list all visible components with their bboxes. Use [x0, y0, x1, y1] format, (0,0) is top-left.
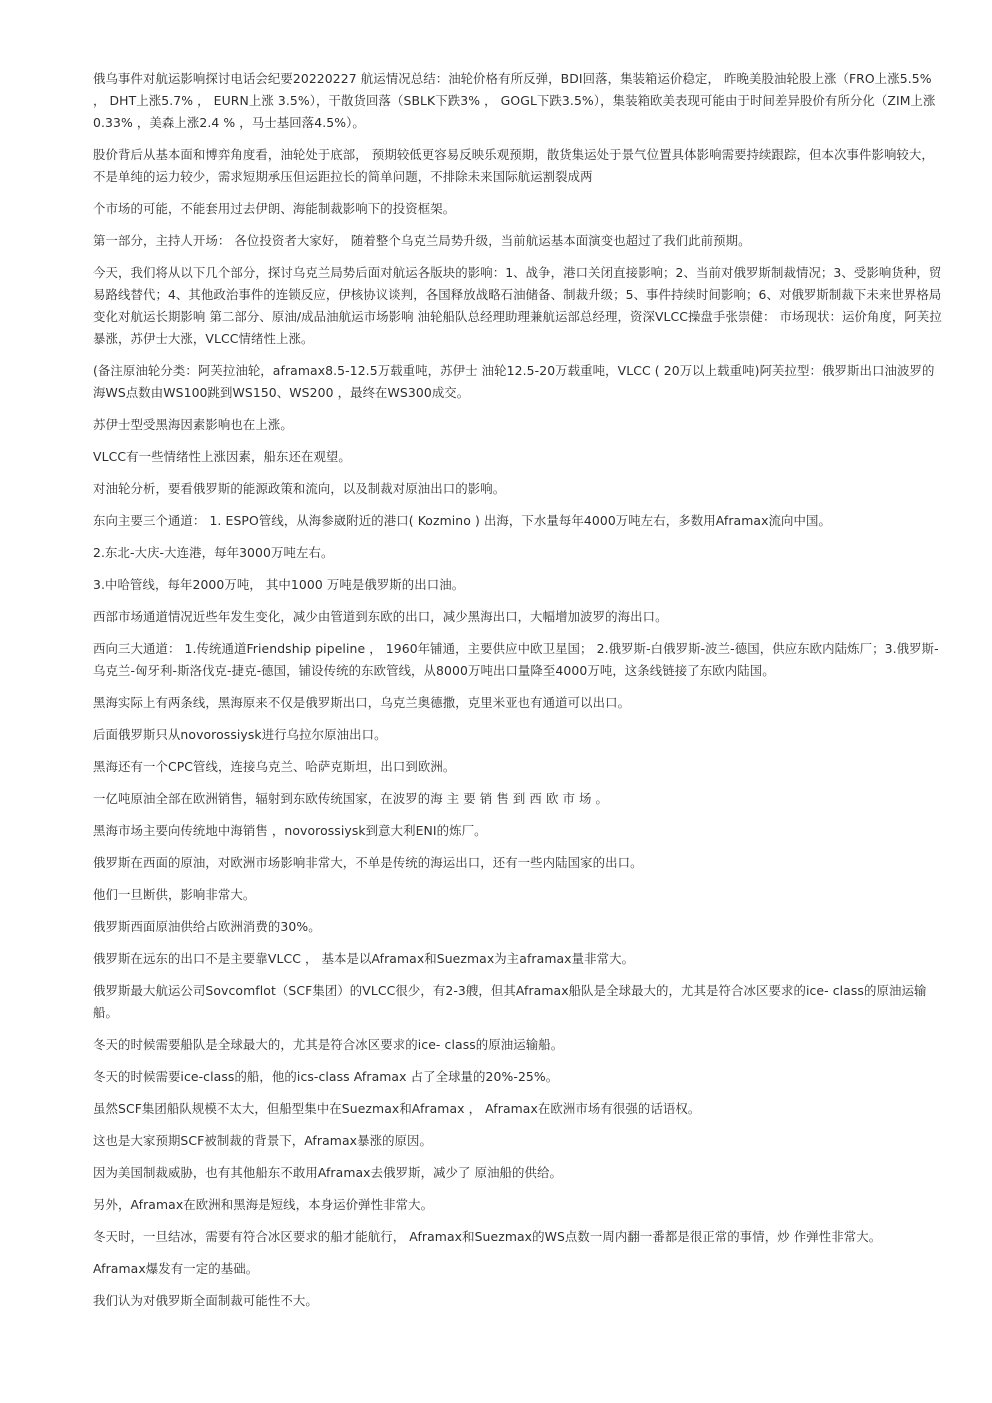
- document-body: [93, 68, 943, 1322]
- paragraph: 今天，我们将从以下几个部分，探讨乌克兰局势后面对航运各版块的影响：1、战争，港口关闭直接影响；2、当前对俄罗斯制裁情况；3、受影响货种，贸易路线替代；4、其他政治事件的连锁反应，伊核协议谈判，各国释放战略石油储备、制裁升级；5、事件持续时间影响；6、对俄罗斯制裁下未来世界格局变化对航运长期影响 第二部分、原油/成品油航运市场影响 油轮船队总经理助理兼航运部总经理，资深VLCC操盘手张崇健： 市场现状：运价角度，阿芙拉暴涨，苏伊士大涨，VLCC情绪性上涨。: [93, 265, 942, 346]
- paragraph: 一亿吨原油全部在欧洲销售，辐射到东欧传统国家，在波罗的海 主 要 销 售 到 西 欧 市 场 。: [93, 791, 609, 806]
- paragraph: 他们一旦断供，影响非常大。: [93, 887, 256, 902]
- paragraph: 冬天的时候需要ice-class的船，他的ics-class Aframax 占了全球量的20%-25%。: [93, 1069, 559, 1084]
- paragraph: 冬天的时候需要船队是全球最大的，尤其是符合冰区要求的ice- class的原油运输船。: [93, 1037, 564, 1052]
- paragraph: 俄乌事件对航运影响探讨电话会纪要20220227 航运情况总结：油轮价格有所反弹，BDI回落，集装箱运价稳定， 昨晚美股油轮股上涨（FRO上涨5.5% ， DHT上涨5.7% ， EURN上涨 3.5%），干散货回落（SBLK下跌3% ， GOGL下跌3.5%），集装箱欧美表现可能由于时间差异股价有所分化（ZIM上涨0.33% ，美森上涨2.4 % ，马士基回落4.5%）。: [93, 71, 936, 130]
- paragraph: 俄罗斯在西面的原油，对欧洲市场影响非常大，不单是传统的海运出口，还有一些内陆国家的出口。: [93, 855, 643, 870]
- paragraph: 3.中哈管线，每年2000万吨， 其中1000 万吨是俄罗斯的出口油。: [93, 577, 465, 592]
- paragraph: 黑海实际上有两条线，黑海原来不仅是俄罗斯出口，乌克兰奥德撒，克里米亚也有通道可以出口。: [93, 695, 631, 710]
- paragraph: Aframax爆发有一定的基础。: [93, 1261, 259, 1276]
- paragraph: 因为美国制裁威胁，也有其他船东不敢用Aframax去俄罗斯，减少了 原油船的供给。: [93, 1165, 563, 1180]
- paragraph: 我们认为对俄罗斯全面制裁可能性不大。: [93, 1293, 318, 1308]
- paragraph: 俄罗斯在远东的出口不是主要靠VLCC ， 基本是以Aframax和Suezmax为主aframax量非常大。: [93, 951, 635, 966]
- paragraph: 个市场的可能，不能套用过去伊朗、海能制裁影响下的投资框架。: [93, 201, 456, 216]
- paragraph: VLCC有一些情绪性上涨因素，船东还在观望。: [93, 449, 351, 464]
- paragraph: 黑海市场主要向传统地中海销售 ，novorossiysk到意大利ENI的炼厂。: [93, 823, 487, 838]
- paragraph: 俄罗斯西面原油供给占欧洲消费的30%。: [93, 919, 321, 934]
- paragraph: 股价背后从基本面和博弈角度看，油轮处于底部， 预期较低更容易反映乐观预期，散货集运处于景气位置具体影响需要持续跟踪，但本次事件影响较大，不是单纯的运力较少，需求短期承压但运距拉长的简单问题，不排除未来国际航运割裂成两: [93, 147, 934, 184]
- paragraph: (备注原油轮分类：阿芙拉油轮，aframax8.5-12.5万载重吨，苏伊士 油轮12.5-20万载重吨，VLCC ( 20万以上载重吨)阿芙拉型：俄罗斯出口油波罗的海WS点数由WS100跳到WS150、WS200 ，最终在WS300成交。: [93, 363, 935, 400]
- paragraph: 虽然SCF集团船队规模不太大，但船型集中在Suezmax和Aframax ， Aframax在欧洲市场有很强的话语权。: [93, 1101, 701, 1116]
- paragraph: 另外，Aframax在欧洲和黑海是短线，本身运价弹性非常大。: [93, 1197, 434, 1212]
- paragraph: 西部市场通道情况近些年发生变化，减少由管道到东欧的出口，减少黑海出口，大幅增加波罗的海出口。: [93, 609, 668, 624]
- paragraph: 西向三大通道： 1.传统通道Friendship pipeline ， 1960年铺通，主要供应中欧卫星国； 2.俄罗斯-白俄罗斯-波兰-德国，供应东欧内陆炼厂；3.俄罗斯-乌克兰-匈牙利-斯洛伐克-捷克-德国，铺设传统的东欧管线，从8000万吨出口量降至4000万吨，这条线链接了东欧内陆国。: [93, 641, 939, 678]
- paragraph: 黑海还有一个CPC管线，连接乌克兰、哈萨克斯坦，出口到欧洲。: [93, 759, 456, 774]
- paragraph: 第一部分，主持人开场： 各位投资者大家好， 随着整个乌克兰局势升级，当前航运基本面演变也超过了我们此前预期。: [93, 233, 751, 248]
- paragraph: 对油轮分析，要看俄罗斯的能源政策和流向，以及制裁对原油出口的影响。: [93, 481, 506, 496]
- paragraph: 后面俄罗斯只从novorossiysk进行乌拉尔原油出口。: [93, 727, 387, 742]
- paragraph: 苏伊士型受黑海因素影响也在上涨。: [93, 417, 293, 432]
- paragraph: 冬天时，一旦结冰，需要有符合冰区要求的船才能航行， Aframax和Suezmax的WS点数一周内翻一番都是很正常的事情，炒 作弹性非常大。: [93, 1229, 882, 1244]
- paragraph: 这也是大家预期SCF被制裁的背景下，Aframax暴涨的原因。: [93, 1133, 433, 1148]
- paragraph: 东向主要三个通道： 1. ESPO管线，从海参崴附近的港口( Kozmino ) 出海，下水量每年4000万吨左右，多数用Aframax流向中国。: [93, 513, 831, 528]
- paragraph: 俄罗斯最大航运公司Sovcomflot（SCF集团）的VLCC很少，有2-3艘，但其Aframax船队是全球最大的，尤其是符合冰区要求的ice- class的原油运输船。: [93, 983, 927, 1020]
- paragraph: 2.东北-大庆-大连港，每年3000万吨左右。: [93, 545, 334, 560]
